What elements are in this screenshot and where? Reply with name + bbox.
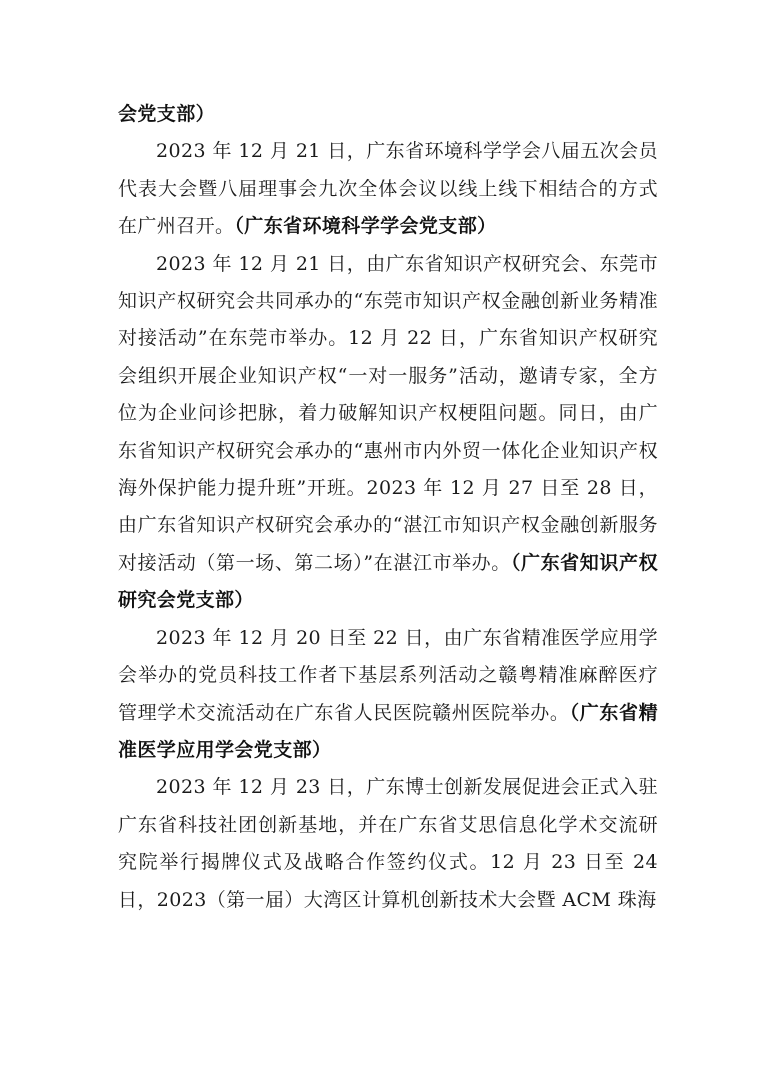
paragraph-environment-society xyxy=(118,133,658,245)
org-attribution: （广东省环境科学学会党支部） xyxy=(234,215,497,238)
paragraph-precision-medicine xyxy=(118,620,658,770)
paragraph-continuation xyxy=(118,96,658,133)
org-attribution: （广东省知识产权研究会党支部） xyxy=(118,551,658,612)
document-body xyxy=(118,96,658,919)
org-attribution: 会党支部） xyxy=(118,103,216,125)
paragraph-text: 2023 年 12 月 21 日，由广东省知识产权研究会、东莞市知识产权研究会共同承办的“东莞市知识产权金融创新业务精准对接活动”在东莞市举办。12 月 22 日，广东省知识产权研究会组织开展企业知识产权“一对一服务”活动，邀请专家，全方位为企业问诊把脉，着力破解知识产权梗阻问题。同日，由广东省知识产权研究会承办的“惠州市内外贸一体化企业知识产权海外保护能力提升班”开班。2023 年 12 月 27 日至 28 日，由广东省知识产权研究会承办的“湛江市知识产权金融创新服务对接活动（第一场、第二场）”在湛江市举办。 xyxy=(118,252,658,574)
paragraph-text: 2023 年 12 月 21 日，广东省环境科学学会八届五次会员代表大会暨八届理事会九次全体会议以线上线下相结合的方式在广州召开。 xyxy=(118,140,658,238)
paragraph-text: 2023 年 12 月 23 日，广东博士创新发展促进会正式入驻广东省科技社团创新基地，并在广东省艾思信息化学术交流研究院举行揭牌仪式及战略合作签约仪式。12 月 23 日至 24 日，2023（第一届）大湾区计算机创新技术大会暨 ACM 珠海 xyxy=(118,776,658,911)
paragraph-text: 2023 年 12 月 20 日至 22 日，由广东省精准医学应用学会举办的党员科技工作者下基层系列活动之赣粤精准麻醉医疗管理学术交流活动在广东省人民医院赣州医院举办。 xyxy=(118,626,658,724)
paragraph-phd-innovation xyxy=(118,769,658,919)
org-attribution: （广东省精准医学应用学会党支部） xyxy=(118,701,658,761)
paragraph-ip-research xyxy=(118,246,658,620)
